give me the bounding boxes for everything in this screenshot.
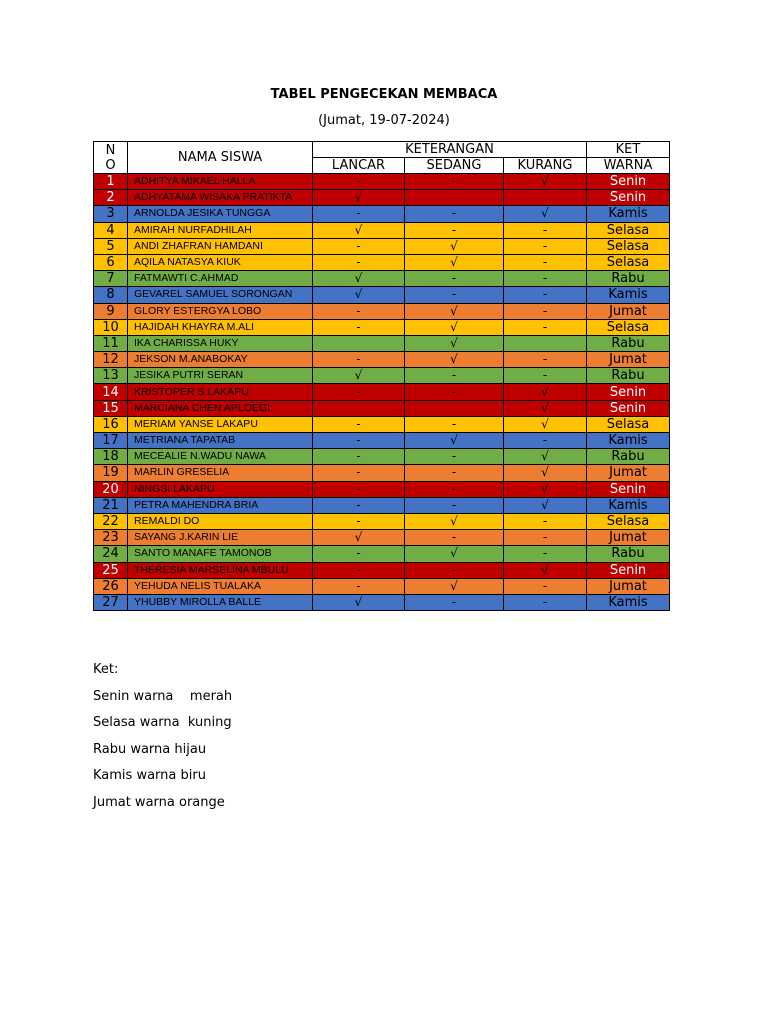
kurang-mark: -: [504, 287, 587, 303]
kurang-mark: √: [504, 206, 587, 222]
sedang-mark: -: [405, 594, 504, 610]
header-lancar: LANCAR: [313, 158, 405, 174]
student-name: IKA CHARISSA HUKY: [128, 335, 313, 351]
table-row: [94, 319, 670, 335]
sedang-mark: √: [405, 335, 504, 351]
sedang-mark: √: [405, 433, 504, 449]
student-name: JEKSON M.ANABOKAY: [128, 352, 313, 368]
kurang-mark: -: [504, 352, 587, 368]
table-row: [94, 238, 670, 254]
sedang-mark: [405, 400, 504, 416]
lancar-mark: -: [313, 174, 405, 190]
color-day: Selasa: [587, 238, 670, 254]
student-name: MECEALIE N.WADU NAWA: [128, 449, 313, 465]
student-name: ADHITYA MIKAEL HALLA: [128, 174, 313, 190]
kurang-mark: -: [504, 271, 587, 287]
color-day: Jumat: [587, 465, 670, 481]
sedang-mark: -: [405, 222, 504, 238]
kurang-mark: √: [504, 400, 587, 416]
color-day: Selasa: [587, 222, 670, 238]
row-number: 3: [94, 206, 128, 222]
lancar-mark: -: [313, 481, 405, 497]
color-day: Rabu: [587, 368, 670, 384]
lancar-mark: -: [313, 352, 405, 368]
kurang-mark: -: [504, 303, 587, 319]
lancar-mark: -: [313, 497, 405, 513]
kurang-mark: √: [504, 449, 587, 465]
table-row: [94, 594, 670, 610]
color-day: Senin: [587, 481, 670, 497]
header-ket: KET: [587, 142, 670, 158]
header-name: NAMA SISWA: [128, 142, 313, 174]
color-day: Senin: [587, 562, 670, 578]
lancar-mark: -: [313, 433, 405, 449]
row-number: 27: [94, 594, 128, 610]
row-number: 24: [94, 546, 128, 562]
row-number: 16: [94, 416, 128, 432]
student-name: JESIKA PUTRI SERAN: [128, 368, 313, 384]
kurang-mark: -: [504, 513, 587, 529]
sedang-mark: √: [405, 238, 504, 254]
color-day: Selasa: [587, 513, 670, 529]
lancar-mark: √: [313, 287, 405, 303]
student-name: AMIRAH NURFADHILAH: [128, 222, 313, 238]
student-name: ADHYATAMA WISAKA PRATIKTA: [128, 190, 313, 206]
row-number: 19: [94, 465, 128, 481]
row-number: 11: [94, 335, 128, 351]
table-row: [94, 368, 670, 384]
row-number: 12: [94, 352, 128, 368]
table-row: [94, 530, 670, 546]
row-number: 20: [94, 481, 128, 497]
student-name: ARNOLDA JESIKA TUNGGA: [128, 206, 313, 222]
note-line-rabu: Rabu warna hijau: [93, 741, 207, 757]
sedang-mark: √: [405, 578, 504, 594]
note-line-selasa: Selasa warna kuning: [93, 715, 232, 731]
header-kurang: KURANG: [504, 158, 587, 174]
table-row: [94, 481, 670, 497]
kurang-mark: √: [504, 384, 587, 400]
lancar-mark: -: [313, 465, 405, 481]
lancar-mark: -: [313, 562, 405, 578]
student-name: NINGSI LAKAPU: [128, 481, 313, 497]
color-day: Rabu: [587, 271, 670, 287]
color-day: Senin: [587, 384, 670, 400]
kurang-mark: √: [504, 174, 587, 190]
table-row: [94, 271, 670, 287]
lancar-mark: -: [313, 254, 405, 270]
student-name: THERESIA MARSELINA MBULU: [128, 562, 313, 578]
table-row: [94, 562, 670, 578]
sedang-mark: √: [405, 303, 504, 319]
kurang-mark: -: [504, 222, 587, 238]
lancar-mark: -: [313, 384, 405, 400]
table-row: [94, 206, 670, 222]
sedang-mark: √: [405, 352, 504, 368]
table-row: [94, 222, 670, 238]
table-row: [94, 416, 670, 432]
table-row: [94, 465, 670, 481]
lancar-mark: -: [313, 546, 405, 562]
sedang-mark: -: [405, 368, 504, 384]
kurang-mark: -: [504, 578, 587, 594]
row-number: 22: [94, 513, 128, 529]
row-number: 6: [94, 254, 128, 270]
student-name: ANDI ZHAFRAN HAMDANI: [128, 238, 313, 254]
lancar-mark: √: [313, 594, 405, 610]
sedang-mark: √: [405, 513, 504, 529]
sedang-mark: -: [405, 562, 504, 578]
color-day: Kamis: [587, 497, 670, 513]
color-day: Selasa: [587, 254, 670, 270]
sedang-mark: [405, 190, 504, 206]
student-name: HAJIDAH KHAYRA M.ALI: [128, 319, 313, 335]
kurang-mark: [504, 335, 587, 351]
sedang-mark: √: [405, 319, 504, 335]
note-line-kamis: Kamis warna biru: [93, 768, 206, 784]
student-name: KRISTOPER S.LAKAPU: [128, 384, 313, 400]
table-row: [94, 335, 670, 351]
sedang-mark: -: [405, 497, 504, 513]
lancar-mark: -: [313, 513, 405, 529]
student-name: REMALDI DO: [128, 513, 313, 529]
kurang-mark: -: [504, 254, 587, 270]
row-number: 25: [94, 562, 128, 578]
sedang-mark: -: [405, 530, 504, 546]
sedang-mark: -: [405, 465, 504, 481]
color-day: Kamis: [587, 206, 670, 222]
row-number: 4: [94, 222, 128, 238]
kurang-mark: -: [504, 530, 587, 546]
row-number: 23: [94, 530, 128, 546]
student-name: MARCIANA CHEN APLOEGI: [128, 400, 313, 416]
color-day: Rabu: [587, 449, 670, 465]
table-row: [94, 578, 670, 594]
header-no-line2: O: [105, 157, 116, 173]
table-body: [94, 174, 670, 611]
color-day: Jumat: [587, 303, 670, 319]
row-number: 26: [94, 578, 128, 594]
table-row: [94, 174, 670, 190]
kurang-mark: -: [504, 319, 587, 335]
lancar-mark: √: [313, 222, 405, 238]
row-number: 1: [94, 174, 128, 190]
sedang-mark: √: [405, 546, 504, 562]
row-number: 21: [94, 497, 128, 513]
table-row: [94, 497, 670, 513]
sedang-mark: -: [405, 481, 504, 497]
kurang-mark: √: [504, 497, 587, 513]
table-row: [94, 303, 670, 319]
sedang-mark: -: [405, 449, 504, 465]
lancar-mark: √: [313, 530, 405, 546]
color-day: Selasa: [587, 416, 670, 432]
notes-section: [93, 660, 232, 820]
sedang-mark: -: [405, 174, 504, 190]
table-row: [94, 433, 670, 449]
row-number: 17: [94, 433, 128, 449]
student-name: GEVAREL SAMUEL SORONGAN: [128, 287, 313, 303]
document-subtitle: (Jumat, 19-07-2024): [318, 113, 450, 128]
color-day: Jumat: [587, 352, 670, 368]
student-name: YEHUDA NELIS TUALAKA: [128, 578, 313, 594]
student-name: METRIANA TAPATAB: [128, 433, 313, 449]
lancar-mark: [313, 400, 405, 416]
row-number: 9: [94, 303, 128, 319]
sedang-mark: -: [405, 206, 504, 222]
lancar-mark: -: [313, 319, 405, 335]
table-row: [94, 352, 670, 368]
lancar-mark: -: [313, 206, 405, 222]
color-day: Kamis: [587, 433, 670, 449]
lancar-mark: √: [313, 368, 405, 384]
student-name: FATMAWTI C.AHMAD: [128, 271, 313, 287]
header-warna: WARNA: [587, 158, 670, 174]
student-name: AQILA NATASYA KIUK: [128, 254, 313, 270]
lancar-mark: √: [313, 271, 405, 287]
lancar-mark: -: [313, 238, 405, 254]
notes-heading: Ket:: [93, 662, 119, 677]
note-line-jumat: Jumat warna orange: [93, 794, 225, 810]
header-no-line1: N: [105, 142, 116, 158]
kurang-mark: -: [504, 238, 587, 254]
row-number: 8: [94, 287, 128, 303]
sedang-mark: -: [405, 271, 504, 287]
lancar-mark: -: [313, 578, 405, 594]
sedang-mark: √: [405, 254, 504, 270]
color-day: Senin: [587, 190, 670, 206]
document-title: TABEL PENGECEKAN MEMBACA: [270, 87, 498, 102]
lancar-mark: -: [313, 449, 405, 465]
table-row: [94, 287, 670, 303]
header-keterangan: KETERANGAN: [313, 142, 587, 158]
kurang-mark: √: [504, 465, 587, 481]
table-row: [94, 449, 670, 465]
color-day: Kamis: [587, 594, 670, 610]
table-row: [94, 513, 670, 529]
kurang-mark: √: [504, 481, 587, 497]
sedang-mark: -: [405, 384, 504, 400]
table-row: [94, 254, 670, 270]
color-day: Senin: [587, 400, 670, 416]
kurang-mark: [504, 190, 587, 206]
reading-check-table: [93, 141, 670, 611]
color-day: Rabu: [587, 335, 670, 351]
student-name: MERIAM YANSE LAKAPU: [128, 416, 313, 432]
table-row: [94, 546, 670, 562]
student-name: PETRA MAHENDRA BRIA: [128, 497, 313, 513]
color-day: Selasa: [587, 319, 670, 335]
color-day: Senin: [587, 174, 670, 190]
note-line-senin: Senin warna merah: [93, 688, 233, 704]
table-row: [94, 400, 670, 416]
kurang-mark: √: [504, 416, 587, 432]
row-number: 10: [94, 319, 128, 335]
kurang-mark: -: [504, 368, 587, 384]
color-day: Jumat: [587, 578, 670, 594]
sedang-mark: -: [405, 416, 504, 432]
student-name: MARLIN GRESELIA: [128, 465, 313, 481]
student-name: YHUBBY MIROLLA BALLE: [128, 594, 313, 610]
color-day: Rabu: [587, 546, 670, 562]
color-day: Kamis: [587, 287, 670, 303]
table-row: [94, 384, 670, 400]
student-name: SAYANG J.KARIN LIE: [128, 530, 313, 546]
row-number: 18: [94, 449, 128, 465]
lancar-mark: -: [313, 416, 405, 432]
row-number: 7: [94, 271, 128, 287]
row-number: 14: [94, 384, 128, 400]
header-no: [94, 142, 128, 174]
row-number: 15: [94, 400, 128, 416]
color-day: Jumat: [587, 530, 670, 546]
kurang-mark: -: [504, 546, 587, 562]
sedang-mark: -: [405, 287, 504, 303]
kurang-mark: -: [504, 433, 587, 449]
row-number: 2: [94, 190, 128, 206]
lancar-mark: √: [313, 190, 405, 206]
lancar-mark: [313, 335, 405, 351]
kurang-mark: √: [504, 562, 587, 578]
student-name: SANTO MANAFE TAMONOB: [128, 546, 313, 562]
table-row: [94, 190, 670, 206]
header-sedang: SEDANG: [405, 158, 504, 174]
kurang-mark: -: [504, 594, 587, 610]
lancar-mark: -: [313, 303, 405, 319]
row-number: 5: [94, 238, 128, 254]
row-number: 13: [94, 368, 128, 384]
student-name: GLORY ESTERGYA LOBO: [128, 303, 313, 319]
